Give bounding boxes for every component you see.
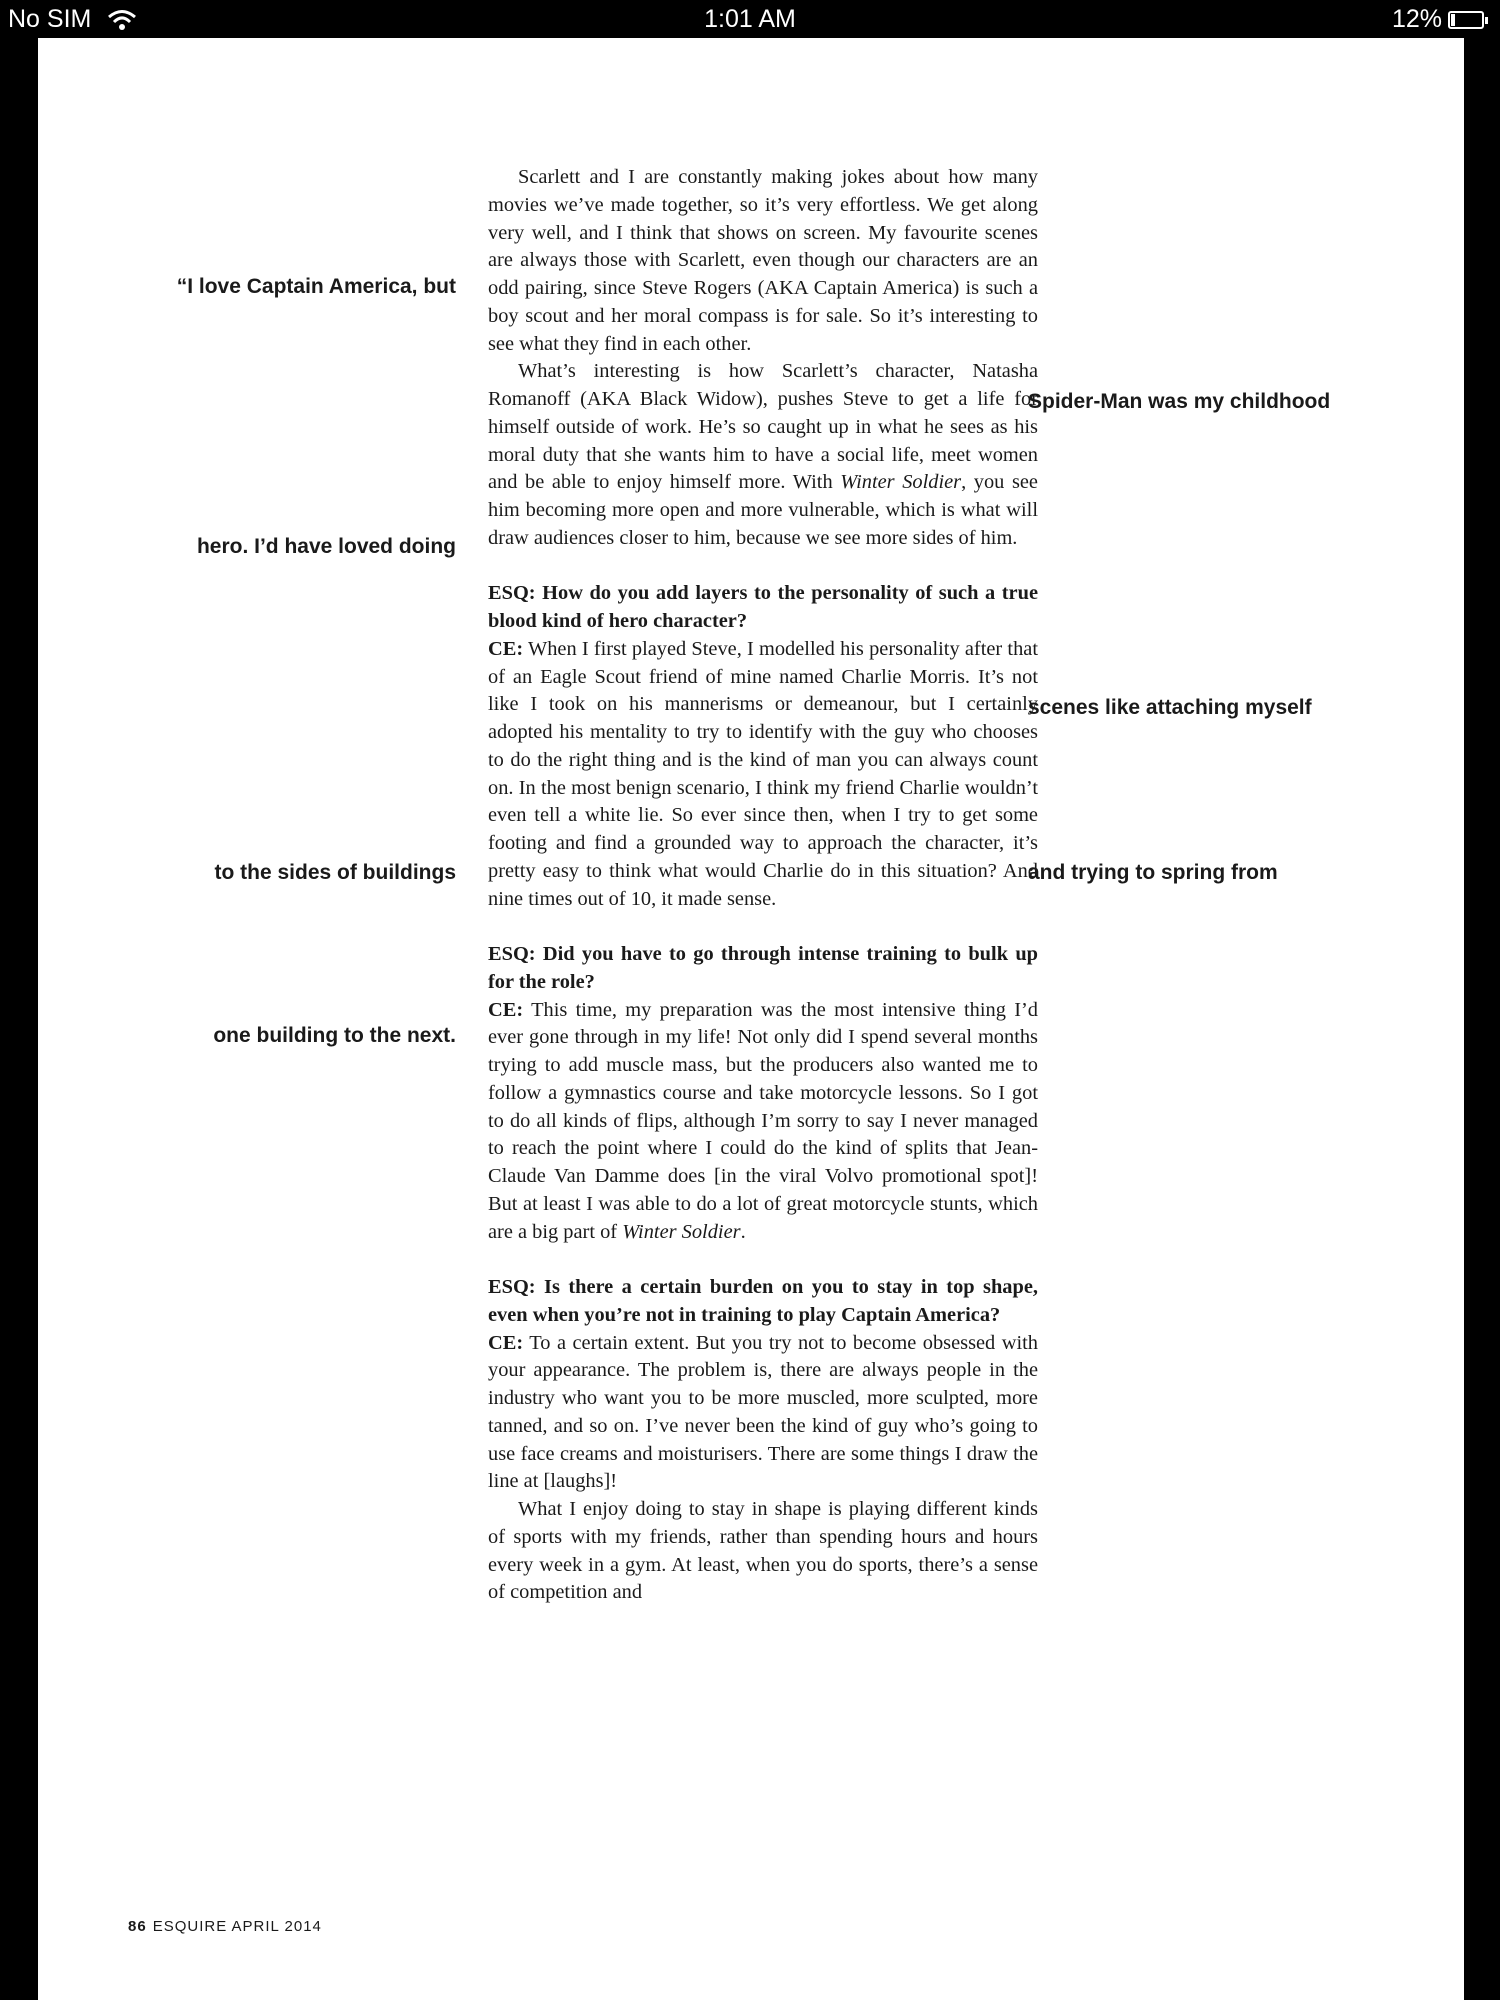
paragraph-2: What’s interesting is how Scarlett’s character, Natasha Romanoff (AKA Black Widow), pushes Steve to get a life for himself outside of work. He’s so caught up in what he sees as his moral duty that she wants him to have a social life, meet women and be able to enjoy himself more. With Winter Soldier, you see him becoming more open and more vulnerable, which is what will draw audiences closer to him, because we see more sides of him. bbox=[488, 360, 1038, 549]
page-footer bbox=[128, 1918, 322, 1935]
pull-quote-left-4: one building to the next. bbox=[213, 1024, 456, 1047]
carrier-label: No SIM bbox=[8, 5, 92, 33]
publication-label: ESQUIRE APRIL 2014 bbox=[152, 1918, 322, 1935]
paragraph-1: Scarlett and I are constantly making jokes about how many movies we’ve made together, so it’s very effortless. We get along very well, and I think that shows on screen. My favourite scenes are always those with Scarlett, even though our characters are an odd pairing, since Steve Rogers (AKA Captain America) is such a boy scout and her moral compass is for sale. So it’s interesting to see what they find in each other. bbox=[488, 166, 1038, 355]
status-right bbox=[1392, 5, 1484, 34]
status-bar bbox=[0, 0, 1500, 38]
page-number: 86 bbox=[128, 1918, 147, 1935]
battery-percent: 12% bbox=[1391, 5, 1442, 33]
answer-2: CE: This time, my preparation was the most intensive thing I’d ever gone through in my life! Not only did I spend several months trying to add muscle mass, but the producers also wanted me to follow a gymnastics course and take motorcycle lessons. So I got to do all kinds of flips, although I’m sorry to say I never managed to reach the point where I could do the kind of splits that Jean-Claude Van Damme does [in the viral Volvo promotional spot]! But at least I was able to do a lot of great motorcycle stunts, which are a big part of Winter Soldier. bbox=[488, 998, 1038, 1243]
answer-1: CE: When I first played Steve, I modelled his personality after that of an Eagle Scout friend of mine named Charlie Morris. It’s not like I took on his mannerisms or demeanour, but I certainly adopted his mentality to try to identify with the guy who chooses to do the right thing and is the kind of man you can always count on. In the most benign scenario, I think my friend Charlie wouldn’t even tell a white lie. So ever since then, when I try to get some footing and find a grounded way to approach the character, it’s pretty easy to think what would Charlie do in this situation? And nine times out of 10, it made sense. bbox=[488, 637, 1038, 910]
pull-quote-right-1: Spider-Man was my childhood bbox=[1028, 390, 1331, 413]
paragraph-last: What I enjoy doing to stay in shape is playing different kinds of sports with my friends, rather than spending hours and hours every week in a gym. At least, when you do sports, there’s a sense of competition and bbox=[488, 1498, 1038, 1604]
question-1: ESQ: How do you add layers to the personality of such a true blood kind of hero character? bbox=[488, 582, 1038, 632]
question-2: ESQ: Did you have to go through intense training to bulk up for the role? bbox=[488, 943, 1038, 993]
pull-quote-right-3: and trying to spring from bbox=[1028, 861, 1278, 884]
clock: 1:01 AM bbox=[704, 5, 796, 33]
pull-quote-left-1: “I love Captain America, but bbox=[176, 275, 456, 298]
question-3: ESQ: Is there a certain burden on you to stay in top shape, even when you’re not in training to play Captain America? bbox=[488, 1276, 1038, 1326]
article-column bbox=[488, 164, 1038, 1607]
pull-quote-left-3: to the sides of buildings bbox=[214, 861, 456, 884]
magazine-page[interactable] bbox=[38, 38, 1464, 2000]
pull-quote-right-2: scenes like attaching myself bbox=[1028, 696, 1312, 719]
battery-icon bbox=[1448, 11, 1484, 29]
pull-quote-left-2: hero. I’d have loved doing bbox=[196, 535, 456, 558]
answer-3: CE: To a certain extent. But you try not to become obsessed with your appearance. The problem is, there are always people in the industry who want you to be more muscled, more sculpted, more tanned, and so on. I’ve never been the kind of guy who’s going to use face creams and moisturisers. There are some things I draw the line at [laughs]! bbox=[488, 1331, 1038, 1493]
